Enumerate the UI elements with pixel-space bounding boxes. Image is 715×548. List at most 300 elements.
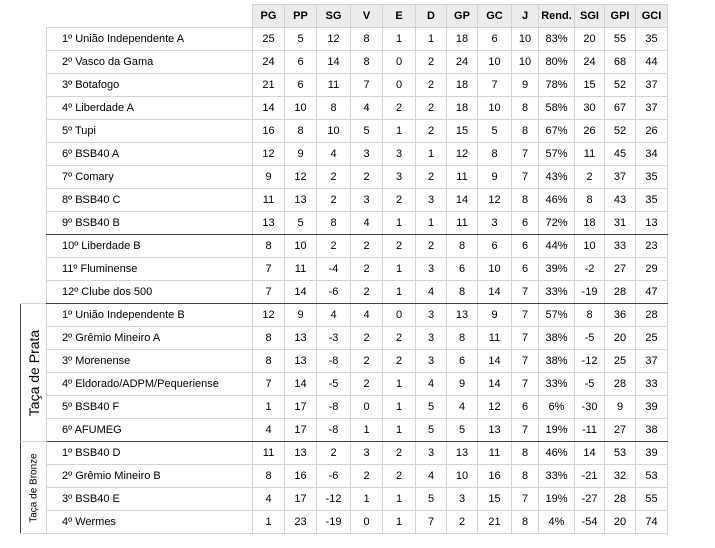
team-name: 1º União Independente A xyxy=(47,28,253,51)
stat-cell: 10 xyxy=(447,465,478,488)
stat-cell: 5 xyxy=(416,396,447,419)
standings-table xyxy=(20,4,668,534)
stat-cell: 31 xyxy=(605,212,636,235)
stat-cell: 33% xyxy=(539,373,575,396)
table-row xyxy=(21,120,668,143)
stat-cell: 12 xyxy=(478,396,512,419)
stat-cell: 1 xyxy=(383,281,416,304)
group-cell xyxy=(21,28,47,304)
stat-cell: 16 xyxy=(253,120,285,143)
group-cell xyxy=(21,442,47,534)
stat-cell: -12 xyxy=(317,488,351,511)
stat-cell: 5 xyxy=(478,120,512,143)
stat-cell: 25 xyxy=(253,28,285,51)
stat-cell: 13 xyxy=(285,327,317,350)
table-row xyxy=(21,143,668,166)
stat-cell: 55 xyxy=(605,28,636,51)
stat-cell: 8 xyxy=(317,212,351,235)
stat-cell: 28 xyxy=(605,281,636,304)
stat-cell: 28 xyxy=(636,304,668,327)
stat-cell: 34 xyxy=(636,143,668,166)
table-row xyxy=(21,327,668,350)
stat-cell: 1 xyxy=(383,120,416,143)
team-name: 5º Tupi xyxy=(47,120,253,143)
table-row xyxy=(21,304,668,327)
stat-cell: 38% xyxy=(539,350,575,373)
team-name: 3º Botafogo xyxy=(47,74,253,97)
stat-cell: 37 xyxy=(636,350,668,373)
stat-cell: 8 xyxy=(253,465,285,488)
stat-cell: 9 xyxy=(478,304,512,327)
stat-cell: 7 xyxy=(478,74,512,97)
stat-cell: 7 xyxy=(512,143,539,166)
stat-cell: 52 xyxy=(605,120,636,143)
stat-cell: 7 xyxy=(512,488,539,511)
stat-cell: -19 xyxy=(575,281,605,304)
stat-cell: 2 xyxy=(351,465,383,488)
stat-cell: 1 xyxy=(383,258,416,281)
stat-cell: 27 xyxy=(605,258,636,281)
stat-cell: 11 xyxy=(253,189,285,212)
stat-cell: 1 xyxy=(383,212,416,235)
stat-cell: 4 xyxy=(416,465,447,488)
stat-cell: 68 xyxy=(605,51,636,74)
stat-cell: 47 xyxy=(636,281,668,304)
stat-cell: 11 xyxy=(575,143,605,166)
stat-cell: 43% xyxy=(539,166,575,189)
stat-cell: 45 xyxy=(605,143,636,166)
stat-cell: 13 xyxy=(478,419,512,442)
stat-cell: 43 xyxy=(605,189,636,212)
table-row xyxy=(21,51,668,74)
stat-cell: 2 xyxy=(447,511,478,534)
team-name: 6º AFUMEG xyxy=(47,419,253,442)
stat-cell: -6 xyxy=(317,465,351,488)
stat-cell: 5 xyxy=(447,419,478,442)
stat-cell: 4 xyxy=(447,396,478,419)
stat-cell: 25 xyxy=(605,350,636,373)
stat-cell: -54 xyxy=(575,511,605,534)
stat-cell: 5 xyxy=(416,419,447,442)
stat-cell: 7 xyxy=(512,327,539,350)
stat-cell: 4 xyxy=(317,304,351,327)
stat-cell: 8 xyxy=(285,120,317,143)
stat-cell: 7 xyxy=(512,350,539,373)
stat-cell: 13 xyxy=(285,442,317,465)
stat-cell: 52 xyxy=(605,74,636,97)
stat-cell: 0 xyxy=(383,51,416,74)
stat-cell: 14 xyxy=(447,189,478,212)
stat-cell: -12 xyxy=(575,350,605,373)
stat-cell: 15 xyxy=(478,488,512,511)
stat-cell: 4 xyxy=(317,143,351,166)
stat-cell: 3 xyxy=(416,189,447,212)
column-header: GP xyxy=(447,5,478,28)
stat-cell: 33 xyxy=(636,373,668,396)
stat-cell: 1 xyxy=(383,396,416,419)
stat-cell: 23 xyxy=(285,511,317,534)
table-row xyxy=(21,28,668,51)
stat-cell: 6 xyxy=(478,235,512,258)
stat-cell: 24 xyxy=(447,51,478,74)
stat-cell: 35 xyxy=(636,189,668,212)
stat-cell: 44% xyxy=(539,235,575,258)
table-row xyxy=(21,442,668,465)
stat-cell: 6 xyxy=(447,350,478,373)
stat-cell: 20 xyxy=(605,327,636,350)
stat-cell: 16 xyxy=(285,465,317,488)
stat-cell: 1 xyxy=(416,28,447,51)
stat-cell: 53 xyxy=(636,465,668,488)
stat-cell: 4 xyxy=(416,373,447,396)
stat-cell: 33 xyxy=(605,235,636,258)
stat-cell: 8 xyxy=(512,189,539,212)
stat-cell: 37 xyxy=(636,97,668,120)
stat-cell: 15 xyxy=(447,120,478,143)
stat-cell: 39 xyxy=(636,396,668,419)
stat-cell: 1 xyxy=(351,419,383,442)
table-row xyxy=(21,212,668,235)
stat-cell: 12 xyxy=(317,28,351,51)
stat-cell: 30 xyxy=(575,97,605,120)
stat-cell: 8 xyxy=(575,189,605,212)
stat-cell: 10 xyxy=(478,97,512,120)
stat-cell: 23 xyxy=(636,235,668,258)
stat-cell: 4 xyxy=(351,97,383,120)
stat-cell: -6 xyxy=(317,281,351,304)
stat-cell: 2 xyxy=(317,166,351,189)
stat-cell: 2 xyxy=(416,166,447,189)
stat-cell: 27 xyxy=(605,419,636,442)
stat-cell: 9 xyxy=(285,304,317,327)
stat-cell: 2 xyxy=(383,327,416,350)
stat-cell: 3 xyxy=(478,212,512,235)
stat-cell: 57% xyxy=(539,304,575,327)
team-name: 1º BSB40 D xyxy=(47,442,253,465)
stat-cell: 8 xyxy=(447,235,478,258)
stat-cell: 37 xyxy=(636,74,668,97)
stat-cell: 8 xyxy=(447,281,478,304)
stat-cell: 1 xyxy=(351,488,383,511)
stat-cell: 12 xyxy=(447,143,478,166)
stat-cell: 8 xyxy=(575,304,605,327)
stat-cell: 13 xyxy=(447,304,478,327)
column-header: GCI xyxy=(636,5,668,28)
team-name: 2º Grêmio Mineiro B xyxy=(47,465,253,488)
stat-cell: 14 xyxy=(478,350,512,373)
stat-cell: 1 xyxy=(416,212,447,235)
stat-cell: 8 xyxy=(253,327,285,350)
column-header: D xyxy=(416,5,447,28)
stat-cell: 3 xyxy=(351,189,383,212)
column-header: PG xyxy=(253,5,285,28)
stat-cell: 7 xyxy=(512,166,539,189)
stat-cell: -2 xyxy=(575,258,605,281)
stat-cell: -5 xyxy=(575,373,605,396)
stat-cell: 24 xyxy=(575,51,605,74)
stat-cell: 67% xyxy=(539,120,575,143)
stat-cell: 7 xyxy=(416,511,447,534)
team-name: 7º Comary xyxy=(47,166,253,189)
table-row xyxy=(21,97,668,120)
stat-cell: 25 xyxy=(636,327,668,350)
stat-cell: 1 xyxy=(383,488,416,511)
stat-cell: 38 xyxy=(636,419,668,442)
column-header: Rend. xyxy=(539,5,575,28)
stat-cell: -5 xyxy=(575,327,605,350)
stat-cell: 0 xyxy=(351,511,383,534)
stat-cell: 8 xyxy=(512,120,539,143)
stat-cell: 18 xyxy=(447,97,478,120)
stat-cell: 1 xyxy=(383,28,416,51)
stat-cell: 3 xyxy=(351,143,383,166)
stat-cell: 11 xyxy=(478,442,512,465)
header-row xyxy=(21,5,668,28)
stat-cell: 3 xyxy=(416,258,447,281)
team-name: 3º BSB40 E xyxy=(47,488,253,511)
stat-cell: 2 xyxy=(351,350,383,373)
stat-cell: 6 xyxy=(447,258,478,281)
stat-cell: 2 xyxy=(416,97,447,120)
stat-cell: 13 xyxy=(253,212,285,235)
team-name: 4º Eldorado/ADPM/Pequeriense xyxy=(47,373,253,396)
column-header: V xyxy=(351,5,383,28)
stat-cell: 19% xyxy=(539,488,575,511)
stat-cell: 6 xyxy=(478,28,512,51)
group-label: Taça de Prata xyxy=(25,329,42,416)
stat-cell: -27 xyxy=(575,488,605,511)
stat-cell: 0 xyxy=(383,74,416,97)
team-name: 1º União Independente B xyxy=(47,304,253,327)
stat-cell: 46% xyxy=(539,189,575,212)
stat-cell: 15 xyxy=(575,74,605,97)
stat-cell: 10 xyxy=(317,120,351,143)
stat-cell: 11 xyxy=(447,212,478,235)
stat-cell: 4 xyxy=(351,212,383,235)
stat-cell: 7 xyxy=(512,419,539,442)
stat-cell: 67 xyxy=(605,97,636,120)
team-name: 2º Grêmio Mineiro A xyxy=(47,327,253,350)
stat-cell: 14 xyxy=(285,373,317,396)
stat-cell: 2 xyxy=(383,235,416,258)
table-row xyxy=(21,166,668,189)
stat-cell: 14 xyxy=(253,97,285,120)
stat-cell: 3 xyxy=(416,350,447,373)
stat-cell: 6 xyxy=(512,235,539,258)
stat-cell: 2 xyxy=(575,166,605,189)
team-name: 9º BSB40 B xyxy=(47,212,253,235)
stat-cell: 2 xyxy=(383,350,416,373)
table-row xyxy=(21,189,668,212)
stat-cell: 5 xyxy=(285,212,317,235)
stat-cell: 10 xyxy=(478,258,512,281)
stat-cell: 46% xyxy=(539,442,575,465)
stat-cell: 39% xyxy=(539,258,575,281)
stat-cell: 3 xyxy=(383,166,416,189)
stat-cell: 6 xyxy=(285,51,317,74)
stat-cell: 12 xyxy=(253,143,285,166)
column-header: GPI xyxy=(605,5,636,28)
stat-cell: 9 xyxy=(285,143,317,166)
stat-cell: 20 xyxy=(605,511,636,534)
stat-cell: 2 xyxy=(416,51,447,74)
stat-cell: 74 xyxy=(636,511,668,534)
stat-cell: 8 xyxy=(317,97,351,120)
stat-cell: 8 xyxy=(512,442,539,465)
team-name: 12º Clube dos 500 xyxy=(47,281,253,304)
stat-cell: 13 xyxy=(636,212,668,235)
column-header: J xyxy=(512,5,539,28)
stat-cell: 2 xyxy=(416,235,447,258)
table-row xyxy=(21,235,668,258)
stat-cell: 33% xyxy=(539,281,575,304)
table-row xyxy=(21,258,668,281)
stat-cell: 7 xyxy=(253,281,285,304)
group-cell xyxy=(21,304,47,442)
stat-cell: 13 xyxy=(447,442,478,465)
stat-cell: 6% xyxy=(539,396,575,419)
stat-cell: 3 xyxy=(416,327,447,350)
stat-cell: 17 xyxy=(285,419,317,442)
stat-cell: 18 xyxy=(447,74,478,97)
stat-cell: 11 xyxy=(253,442,285,465)
stat-cell: 6 xyxy=(512,212,539,235)
stat-cell: 8 xyxy=(447,327,478,350)
stat-cell: -30 xyxy=(575,396,605,419)
stat-cell: -8 xyxy=(317,396,351,419)
team-name: 8º BSB40 C xyxy=(47,189,253,212)
stat-cell: 29 xyxy=(636,258,668,281)
table-row xyxy=(21,465,668,488)
stat-cell: -11 xyxy=(575,419,605,442)
stat-cell: 10 xyxy=(285,235,317,258)
stat-cell: 3 xyxy=(351,442,383,465)
stat-cell: 9 xyxy=(447,373,478,396)
stat-cell: 12 xyxy=(478,189,512,212)
stat-cell: -4 xyxy=(317,258,351,281)
column-header: GC xyxy=(478,5,512,28)
table-row xyxy=(21,488,668,511)
stat-cell: 11 xyxy=(478,327,512,350)
stat-cell: 21 xyxy=(253,74,285,97)
stat-cell: 4 xyxy=(253,419,285,442)
stat-cell: 8 xyxy=(253,235,285,258)
stat-cell: 57% xyxy=(539,143,575,166)
stat-cell: 26 xyxy=(636,120,668,143)
stat-cell: 3 xyxy=(416,304,447,327)
stat-cell: 19% xyxy=(539,419,575,442)
stat-cell: 44 xyxy=(636,51,668,74)
stat-cell: 9 xyxy=(512,74,539,97)
stat-cell: 0 xyxy=(383,304,416,327)
stat-cell: 7 xyxy=(351,74,383,97)
stat-cell: 28 xyxy=(605,373,636,396)
stat-cell: 35 xyxy=(636,28,668,51)
stat-cell: 72% xyxy=(539,212,575,235)
column-header: SG xyxy=(317,5,351,28)
stat-cell: 1 xyxy=(416,143,447,166)
stat-cell: 14 xyxy=(575,442,605,465)
stat-cell: 2 xyxy=(383,465,416,488)
stat-cell: 1 xyxy=(383,511,416,534)
stat-cell: 8 xyxy=(512,97,539,120)
stat-cell: 2 xyxy=(317,189,351,212)
stat-cell: 3 xyxy=(447,488,478,511)
stat-cell: 1 xyxy=(253,396,285,419)
stat-cell: 24 xyxy=(253,51,285,74)
team-name: 3º Morenense xyxy=(47,350,253,373)
stat-cell: 12 xyxy=(285,166,317,189)
stat-cell: 10 xyxy=(512,51,539,74)
stat-cell: 38% xyxy=(539,327,575,350)
stat-cell: 8 xyxy=(512,465,539,488)
stat-cell: 58% xyxy=(539,97,575,120)
stat-cell: 7 xyxy=(512,281,539,304)
table-row xyxy=(21,396,668,419)
stat-cell: 11 xyxy=(447,166,478,189)
stat-cell: 8 xyxy=(253,350,285,373)
stat-cell: 8 xyxy=(512,511,539,534)
stat-cell: 11 xyxy=(285,258,317,281)
stat-cell: 2 xyxy=(383,97,416,120)
stat-cell: 2 xyxy=(351,258,383,281)
stat-cell: 2 xyxy=(351,373,383,396)
table-row xyxy=(21,74,668,97)
team-name: 2º Vasco da Gama xyxy=(47,51,253,74)
stat-cell: 78% xyxy=(539,74,575,97)
stat-cell: 6 xyxy=(512,396,539,419)
team-name: 4º Liberdade A xyxy=(47,97,253,120)
stat-cell: 2 xyxy=(351,281,383,304)
stat-cell: 35 xyxy=(636,166,668,189)
stat-cell: 5 xyxy=(351,120,383,143)
team-name: 4º Wermes xyxy=(47,511,253,534)
stat-cell: 4 xyxy=(253,488,285,511)
stat-cell: 9 xyxy=(478,166,512,189)
stat-cell: -5 xyxy=(317,373,351,396)
stat-cell: 18 xyxy=(575,212,605,235)
stat-cell: 33% xyxy=(539,465,575,488)
stat-cell: 17 xyxy=(285,396,317,419)
stat-cell: 13 xyxy=(285,189,317,212)
stat-cell: -19 xyxy=(317,511,351,534)
stat-cell: 2 xyxy=(416,120,447,143)
stat-cell: 16 xyxy=(478,465,512,488)
table-row xyxy=(21,419,668,442)
stat-cell: 8 xyxy=(351,51,383,74)
team-name: 11º Fluminense xyxy=(47,258,253,281)
stat-cell: -3 xyxy=(317,327,351,350)
stat-cell: 37 xyxy=(605,166,636,189)
stat-cell: 83% xyxy=(539,28,575,51)
stat-cell: 11 xyxy=(317,74,351,97)
stat-cell: 12 xyxy=(253,304,285,327)
stat-cell: 39 xyxy=(636,442,668,465)
stat-cell: 53 xyxy=(605,442,636,465)
stat-cell: 4% xyxy=(539,511,575,534)
stat-cell: 26 xyxy=(575,120,605,143)
stat-cell: 0 xyxy=(351,396,383,419)
stat-cell: 3 xyxy=(416,442,447,465)
stat-cell: 28 xyxy=(605,488,636,511)
stat-cell: 2 xyxy=(351,235,383,258)
stat-cell: 7 xyxy=(512,373,539,396)
stat-cell: 2 xyxy=(351,166,383,189)
stat-cell: 17 xyxy=(285,488,317,511)
stat-cell: 21 xyxy=(478,511,512,534)
team-name: 10º Liberdade B xyxy=(47,235,253,258)
stat-cell: 9 xyxy=(605,396,636,419)
